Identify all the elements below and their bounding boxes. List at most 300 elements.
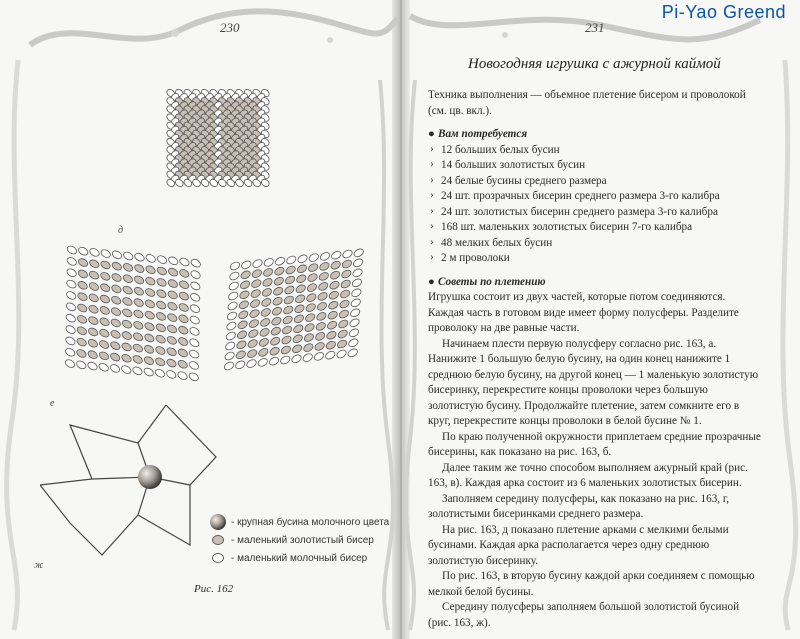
bead [260,297,272,308]
bullet-icon: ● [428,275,435,288]
beadwork-diagram-diamond [118,38,318,238]
bead [156,266,168,277]
bead [88,258,100,269]
bead [314,331,326,342]
bead [235,349,247,360]
bead [269,346,281,357]
bead [307,262,319,273]
bead [109,352,121,363]
bead [121,307,133,318]
bead [111,249,123,260]
bead [273,266,285,277]
bead [318,261,330,272]
bead [143,333,155,344]
bead [86,361,98,372]
bead [98,350,110,361]
bead [122,285,134,296]
bead [177,313,189,324]
bead [87,315,99,326]
bead [121,319,133,330]
bead [133,274,145,285]
bead [290,353,302,364]
bead [100,260,112,271]
bead [111,272,123,283]
legend-text-gold-bead: - маленький золотистый бисер [231,534,374,546]
intro-paragraph: Техника выполнения — объемное плетение бисером и проволокой (см. цв. вкл.). [428,89,746,117]
bead [144,310,156,321]
bead [249,298,261,309]
legend-row-gold-bead [205,531,389,549]
bead [225,321,237,332]
bead [270,316,282,327]
bead [317,291,329,302]
bead [337,319,349,330]
figure-caption: Рис. 162 [194,583,234,595]
bead [294,293,306,304]
bead [177,336,189,347]
bead [296,253,308,264]
bead [100,248,112,259]
bead [283,295,295,306]
bead [87,304,99,315]
page-number-left: 230 [220,20,240,35]
bead [166,301,178,312]
list-item: › 24 шт. прозрачных бисерин среднего размера 3-го калибра [428,189,763,205]
bead [66,256,78,267]
bead [167,289,179,300]
bead [131,365,143,376]
bead [273,276,285,287]
paragraph: На рис. 163, д показано плетение арками с мелкими белыми бусинами. Каждая арка располагается через одну среднюю золотистую бисеринку. [428,523,729,567]
bead [177,347,189,358]
bead [154,356,166,367]
bead [99,316,111,327]
bead [98,339,110,350]
bead [304,322,316,333]
bead [292,323,304,334]
bead [64,347,76,358]
bead [190,258,202,269]
bead [120,353,132,364]
bead [167,278,179,289]
bead [65,279,77,290]
bead [350,287,362,298]
bead [274,256,286,267]
bead [177,359,189,370]
paragraph: Далее таким же точно способом выполняем ажурный край (рис. 163, в). Каждая арка состоит из 6 маленьких золотистых бисерин. [428,461,748,489]
bead [259,327,271,338]
bead [327,310,339,321]
bead [248,308,260,319]
bead [227,291,239,302]
bead [188,371,200,382]
bead [76,325,88,336]
bead [132,309,144,320]
bead [155,288,167,299]
bead [189,315,201,326]
beadwork-diagram-star [40,405,220,570]
bead [237,319,249,330]
bead [154,368,166,379]
list-item: › 24 белые бусины среднего размера [428,174,763,190]
bead [341,259,353,270]
bead [167,255,179,266]
bead [279,355,291,366]
bead [77,280,89,291]
bead [330,250,342,261]
bead [246,348,258,359]
bead [347,337,359,348]
list-item: › 24 шт. золотистых бисерин среднего размера 3-го калибра [428,205,763,221]
paragraph: Начинаем плести первую полусферу согласно рис. 163, а. Нанижите 1 большую белую бусину, на один конец нанижите 1 среднюю белую бусину, на другой конец — 1 маленькую золотистую бисеринку, перекрестите концы проволоки через большую золотистую бусину. Продолжайте плетение, затем сомкните его в круг, перекрестите концы проволоки в белой бусине № 1. [428,337,759,427]
bead [305,292,317,303]
figure-label-e: е [50,398,55,409]
bead [99,294,111,305]
bead [133,252,145,263]
bead [143,367,155,378]
bead [122,273,134,284]
bead [87,338,99,349]
bead [351,277,363,288]
bead [88,247,100,258]
bead [133,263,145,274]
beadwork-diagram-wings [60,240,380,390]
bead [155,322,167,333]
tips-heading-text: Советы по плетению [438,275,546,288]
materials-heading [428,127,763,143]
bead [225,331,237,342]
bead [263,257,275,268]
bead [268,356,280,367]
bead [349,317,361,328]
bullet-icon: ● [428,128,435,140]
figure-label-d: д [118,225,124,236]
bead [88,281,100,292]
bead [352,257,364,268]
bead [293,313,305,324]
bead [75,359,87,370]
bead [166,346,178,357]
bead [308,252,320,263]
list-item: › 168 шт. маленьких золотистых бисерин 7-го калибра [428,220,763,236]
list-item: › 48 мелких белых бусин [428,236,763,252]
bead [330,260,342,271]
bead [257,347,269,358]
bead [236,329,248,340]
bead [247,338,259,349]
bead [132,320,144,331]
bead [166,324,178,335]
bead [77,246,89,257]
bead [132,354,144,365]
legend-row-white-bead [205,549,389,567]
bead [296,263,308,274]
bead [77,268,89,279]
bead [167,267,179,278]
bead [144,287,156,298]
legend-text-white-bead: - маленький молочный бисер [231,552,368,564]
bead [305,302,317,313]
white-seed-bead-icon [205,552,231,564]
bead [248,318,260,329]
bead [283,285,295,296]
materials-list [428,143,763,267]
bead [235,339,247,350]
bead [238,289,250,300]
bead [292,333,304,344]
bead [133,297,145,308]
bead [99,271,111,282]
bead-legend [205,513,389,567]
bead [65,324,77,335]
bead [306,282,318,293]
bead [132,331,144,342]
bead [64,358,76,369]
bead [280,335,292,346]
bead [269,336,281,347]
bead [156,277,168,288]
bead [291,343,303,354]
tips-heading [428,275,763,291]
bead [327,300,339,311]
legend-row-large-bead [205,513,389,531]
bead [189,292,201,303]
bead [121,296,133,307]
bead [340,269,352,280]
bead [109,340,121,351]
bead [155,334,167,345]
bead [303,332,315,343]
bead [166,312,178,323]
figure-label-zh: ж [34,560,44,571]
bead [66,267,78,278]
bead [229,261,241,272]
bead [316,301,328,312]
bead [178,291,190,302]
bead [328,280,340,291]
bead [280,345,292,356]
bead [190,269,202,280]
bead [315,311,327,322]
bead [302,342,314,353]
bead [188,360,200,371]
bead [189,280,201,291]
bead [76,291,88,302]
bead [349,307,361,318]
bead [271,306,283,317]
bead [284,275,296,286]
bead [328,290,340,301]
bead [145,264,157,275]
bead [293,303,305,314]
bead [88,270,100,281]
center-large-bead [138,465,162,489]
bead [156,254,168,265]
bead [178,302,190,313]
bead [77,257,89,268]
bead [319,251,331,262]
bead [76,314,88,325]
bead [313,351,325,362]
article-body [428,88,763,631]
bead [98,328,110,339]
bead [336,339,348,350]
bead [178,268,190,279]
bead [177,325,189,336]
bead [335,349,347,360]
bead [144,321,156,332]
bead [224,351,236,362]
bead [189,303,201,314]
watermark: Pi-Yao Greend [661,2,786,22]
bead [223,361,235,372]
bead [338,309,350,320]
bead [259,317,271,328]
bead [110,295,122,306]
bead [234,359,246,370]
paragraph: По краю полученной окружности приплетаем средние прозрачные бисерины, как показано на рис. 163, б. [428,430,761,458]
bead [324,350,336,361]
bead [110,329,122,340]
bead [144,276,156,287]
paragraph: Заполняем середину полусферы, как показано на рис. 163, г, золотистыми бисеринками среднего размера. [428,492,730,520]
bead [240,269,252,280]
large-bead-icon [205,512,231,532]
bead [282,315,294,326]
bead [262,277,274,288]
page-number-right: 231 [585,20,605,35]
bead [65,313,77,324]
bead [247,328,259,339]
paragraph: Игрушка состоит из двух частей, которые потом соединяются. Каждая часть в готовом виде имеет форму полусферы. Разделите проволоку на две равные части. [428,291,739,334]
paragraph: Середину полусферы заполняем большой золотистой бусиной (рис. 163, ж). [428,601,740,629]
bead [262,267,274,278]
bead [154,345,166,356]
bead [350,297,362,308]
bead [122,251,134,262]
bead [240,259,252,270]
gold-seed-bead-icon [205,534,231,546]
bead [295,273,307,284]
bead [66,245,78,256]
bead [132,343,144,354]
bead [99,305,111,316]
bead [272,296,284,307]
bead [325,330,337,341]
bead [338,299,350,310]
bead [110,318,122,329]
bead [257,357,269,368]
bead [87,349,99,360]
bead [353,247,365,258]
bead [176,370,188,381]
bead [337,329,349,340]
list-item: › 14 больших золотистых бусин [428,158,763,174]
bead [65,290,77,301]
bead [99,282,111,293]
bead [122,262,134,273]
legend-text-large-bead: - крупная бусина молочного цвета [231,516,390,528]
list-item: › 12 больших белых бусин [428,143,763,159]
bead [314,341,326,352]
bead [258,337,270,348]
bead [121,341,133,352]
bead [188,349,200,360]
paragraph: По рис. 163, в вторую бусину каждой арки соединяем с помощью мелкой белой бусины. [428,570,755,598]
bead [340,279,352,290]
bead [165,369,177,380]
bead [188,337,200,348]
bead [143,344,155,355]
bead [155,300,167,311]
bead [111,261,123,272]
bead [178,279,190,290]
bead [64,335,76,346]
bead [143,355,155,366]
bead [228,281,240,292]
bead [325,340,337,351]
bead [285,265,297,276]
bead [245,358,257,369]
bead [133,286,145,297]
bead [75,348,87,359]
bead [281,325,293,336]
bead [329,270,341,281]
bead [295,283,307,294]
bead [189,326,201,337]
bead [98,362,110,373]
bead [224,341,236,352]
bead [307,272,319,283]
bead [76,303,88,314]
bead [165,358,177,369]
bead [239,279,251,290]
bead [144,298,156,309]
article-title: Новогодняя игрушка с ажурной каймой [468,56,721,72]
bead [87,327,99,338]
bead [166,335,178,346]
bead [227,301,239,312]
bead [318,271,330,282]
materials-heading-text: Вам потребуется [438,128,528,140]
bead [260,307,272,318]
bead [226,311,238,322]
bead [251,258,263,269]
bead [120,364,132,375]
bead [228,271,240,282]
bead [282,305,294,316]
bead [155,311,167,322]
bead [65,301,77,312]
bead [109,363,121,374]
bead [270,326,282,337]
bead [121,330,133,341]
bead [88,292,100,303]
bead [261,287,273,298]
bead [348,327,360,338]
bead [178,257,190,268]
bead [145,253,157,264]
bead [251,268,263,279]
bead [302,352,314,363]
bead [347,347,359,358]
bead [317,281,329,292]
bead [315,321,327,332]
bead [76,337,88,348]
bead [250,288,262,299]
bead [110,306,122,317]
bead [250,278,262,289]
